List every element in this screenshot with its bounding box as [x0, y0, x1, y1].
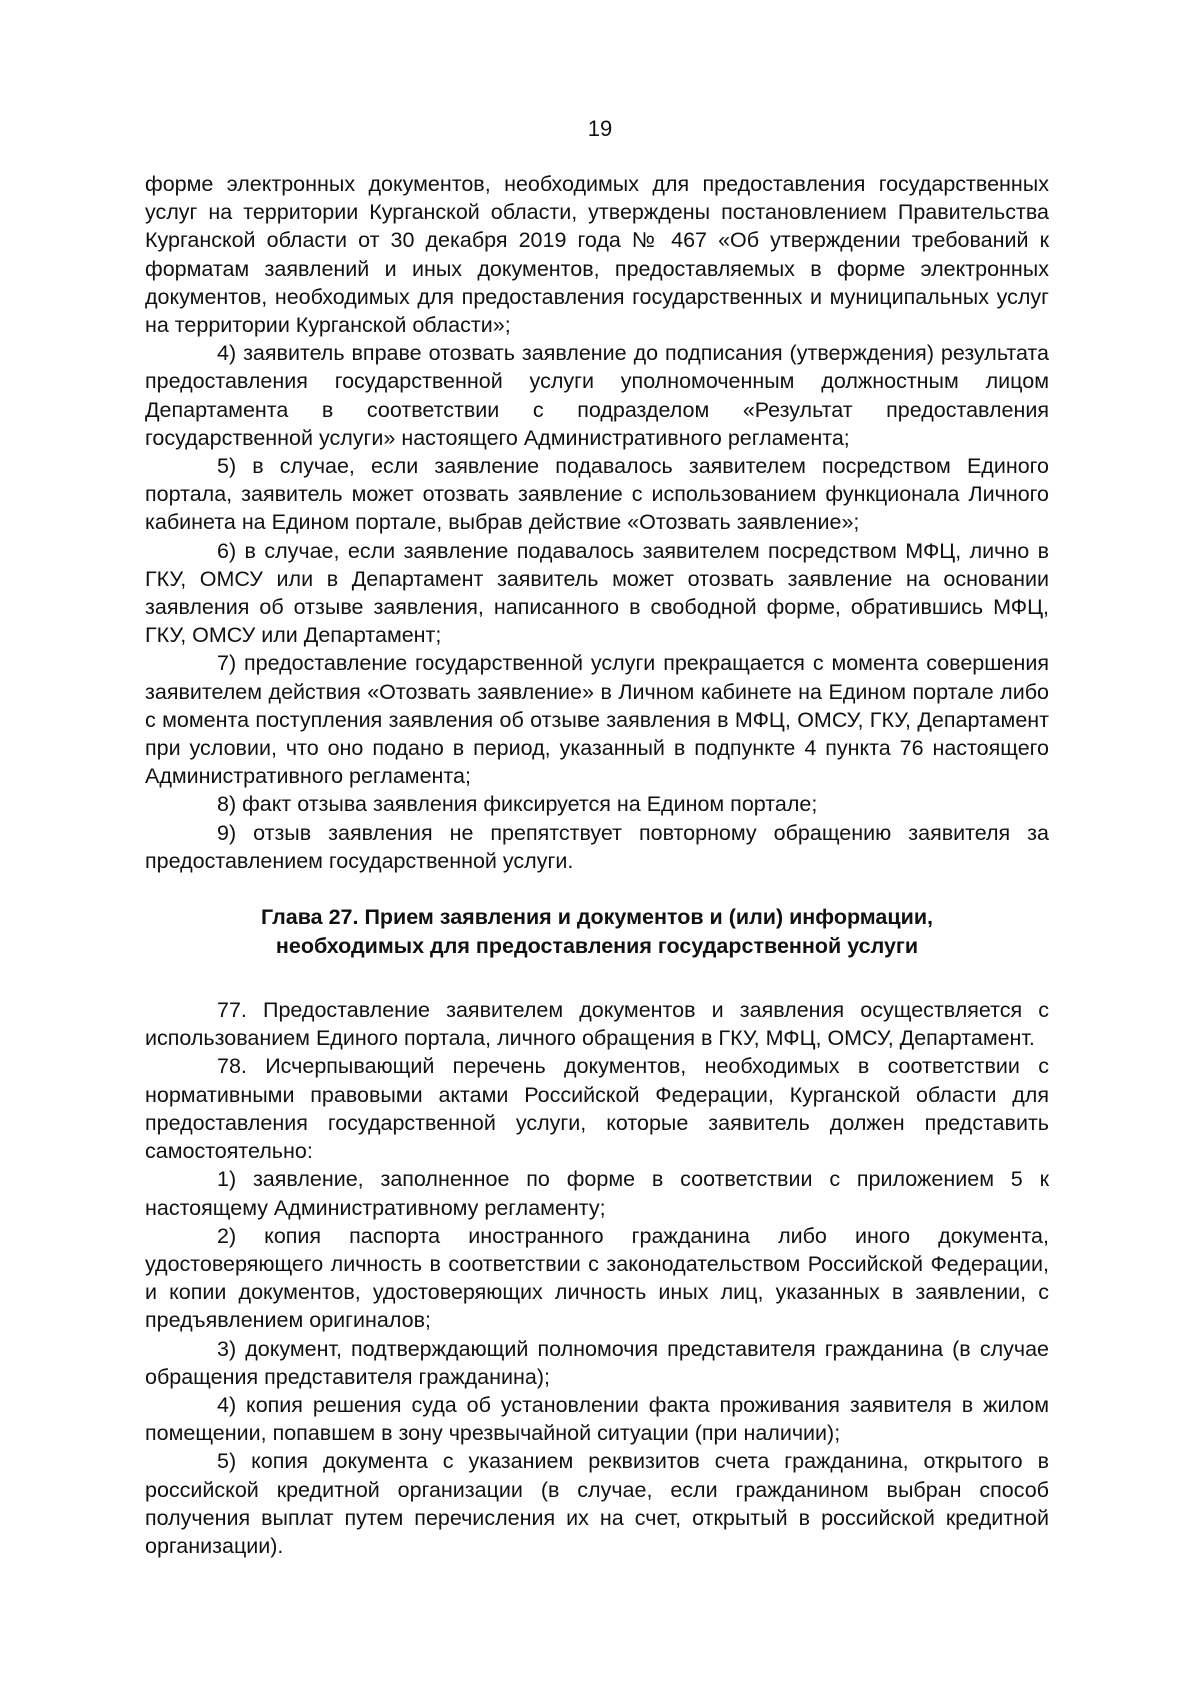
chapter-heading — [145, 903, 1049, 960]
list-item: 5) в случае, если заявление подавалось заявителем посредством Единого портала, заявитель может отозвать заявление с использованием функционала Личного кабинета на Едином портале, выбрав действие «Отозвать заявление»; — [145, 454, 1049, 535]
paragraph-78: 78. Исчерпывающий перечень документов, необходимых в соответствии с нормативными правовыми актами Российской Федерации, Курганской области для предоставления государственной услуги, которые заявитель должен представить самостоятельно: — [145, 1054, 1049, 1164]
list-item: 4) копия решения суда об установлении факта проживания заявителя в жилом помещении, попавшем в зону чрезвычайной ситуации (при наличии); — [145, 1392, 1049, 1446]
list-item: 5) копия документа с указанием реквизитов счета гражданина, открытого в российской кредитной организации (в случае, если гражданином выбран способ получения выплат путем перечисления их на счет, открытый в российской кредитной организации). — [145, 1449, 1049, 1558]
paragraph-77: 77. Предоставление заявителем документов и заявления осуществляется с использованием Единого портала, личного обращения в ГКУ, МФЦ, ОМСУ, Департамент. — [145, 998, 1049, 1051]
list-item: 2) копия паспорта иностранного гражданина либо иного документа, удостоверяющего личность в соответствии с законодательством Российской Федерации, и копии документов, удостоверяющих личность иных лиц, указанных в заявлении, с предъявлением оригиналов; — [145, 1223, 1049, 1333]
chapter-heading-line-1: Глава 27. Прием заявления и документов и (или) информации, — [260, 905, 934, 930]
page-number: 19 — [587, 116, 613, 141]
list-item: 6) в случае, если заявление подавалось заявителем посредством МФЦ, лично в ГКУ, ОМСУ или в Департамент заявитель может отозвать заявление на основании заявления об отзыве заявления, написанного в свободной форме, обратившись МФЦ, ГКУ, ОМСУ или Департамент; — [145, 538, 1049, 648]
list-item: 4) заявитель вправе отозвать заявление до подписания (утверждения) результата предоставления государственной услуги уполномоченным должностным лицом Департамента в соответствии с подразделом «Результат предоставления государственной услуги» настоящего Административного регламента; — [145, 341, 1049, 450]
document-body — [145, 170, 1049, 1560]
list-item: 8) факт отзыва заявления фиксируется на Едином портале; — [217, 792, 818, 817]
chapter-heading-line-2: необходимых для предоставления государственной услуги — [275, 933, 919, 958]
list-item: 9) отзыв заявления не препятствует повторному обращению заявителя за предоставлением государственной услуги. — [145, 820, 1049, 873]
list-item: 7) предоставление государственной услуги прекращается с момента совершения заявителем действия «Отозвать заявление» в Личном кабинете на Едином портале либо с момента поступления заявления об отзыве заявления в МФЦ, ОМСУ, ГКУ, Департамент при условии, что оно подано в период, указанный в подпункте 4 пункта 76 настоящего Административного регламента; — [145, 651, 1049, 789]
intro-paragraph: форме электронных документов, необходимых для предоставления государственных услуг на территории Курганской области, утверждены постановлением Правительства Курганской области от 30 декабря 2019 года № 467 «Об утверждении требований к форматам заявлений и иных документов, предоставляемых в форме электронных документов, необходимых для предоставления государственных и муниципальных услуг на территории Курганской области»; — [145, 172, 1049, 338]
list-item: 3) документ, подтверждающий полномочия представителя гражданина (в случае обращения представителя гражданина); — [145, 1336, 1049, 1389]
list-item: 1) заявление, заполненное по форме в соответствии с приложением 5 к настоящему Административному регламенту; — [145, 1167, 1049, 1220]
